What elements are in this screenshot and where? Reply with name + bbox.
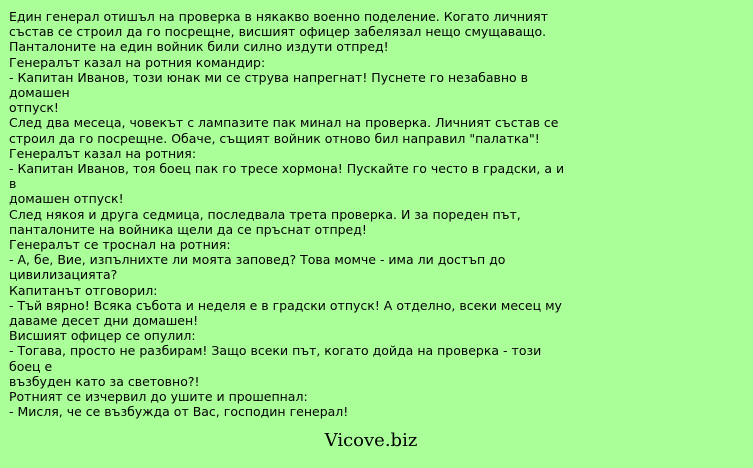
joke-text: Един генерал отишъл на проверка в някакво военно поделение. Когато личният състав се строил да го посрещне, висшият офицер забелязал нещо смущаващо. Панталоните на един войник били силно издути отпред! Генералът казал на ротния командир: - Капитан Иванов, този юнак ми се струва напрегнат! Пуснете го незабавно в домашен отпуск! След два месеца, човекът с лампазите пак минал на проверка. Личният състав се строил да го посрещне. Обаче, същият войник отново бил направил "палатка"! Генералът казал на ротния: - Капитан Иванов, тоя боец пак го тресе хормона! Пускайте го често в градски, а и в домашен отпуск! След някоя и друга седмица, последвала трета проверка. И за пореден път, панталоните на войника щели да се пръснат отпред! Генералът се троснал на ротния: - А, бе, Вие, изпълнихте ли моята заповед? Това момче - има ли достъп до цивилизацията? Капитанът отговорил: - Тъй вярно! Всяка събота и неделя е в градски отпуск! А отделно, всеки месец му даваме десет дни домашен! Висшият офицер се опулил: - Тогава, просто не разбирам! Защо всеки път, когато дойда на проверка - този боец е възбуден като за световно?! Ротният се изчервил до ушите и прошепнал: - Мисля, че се възбужда от Вас, господин генерал! — [9, 9, 565, 420]
site-name: Vicove.biz — [324, 430, 418, 451]
